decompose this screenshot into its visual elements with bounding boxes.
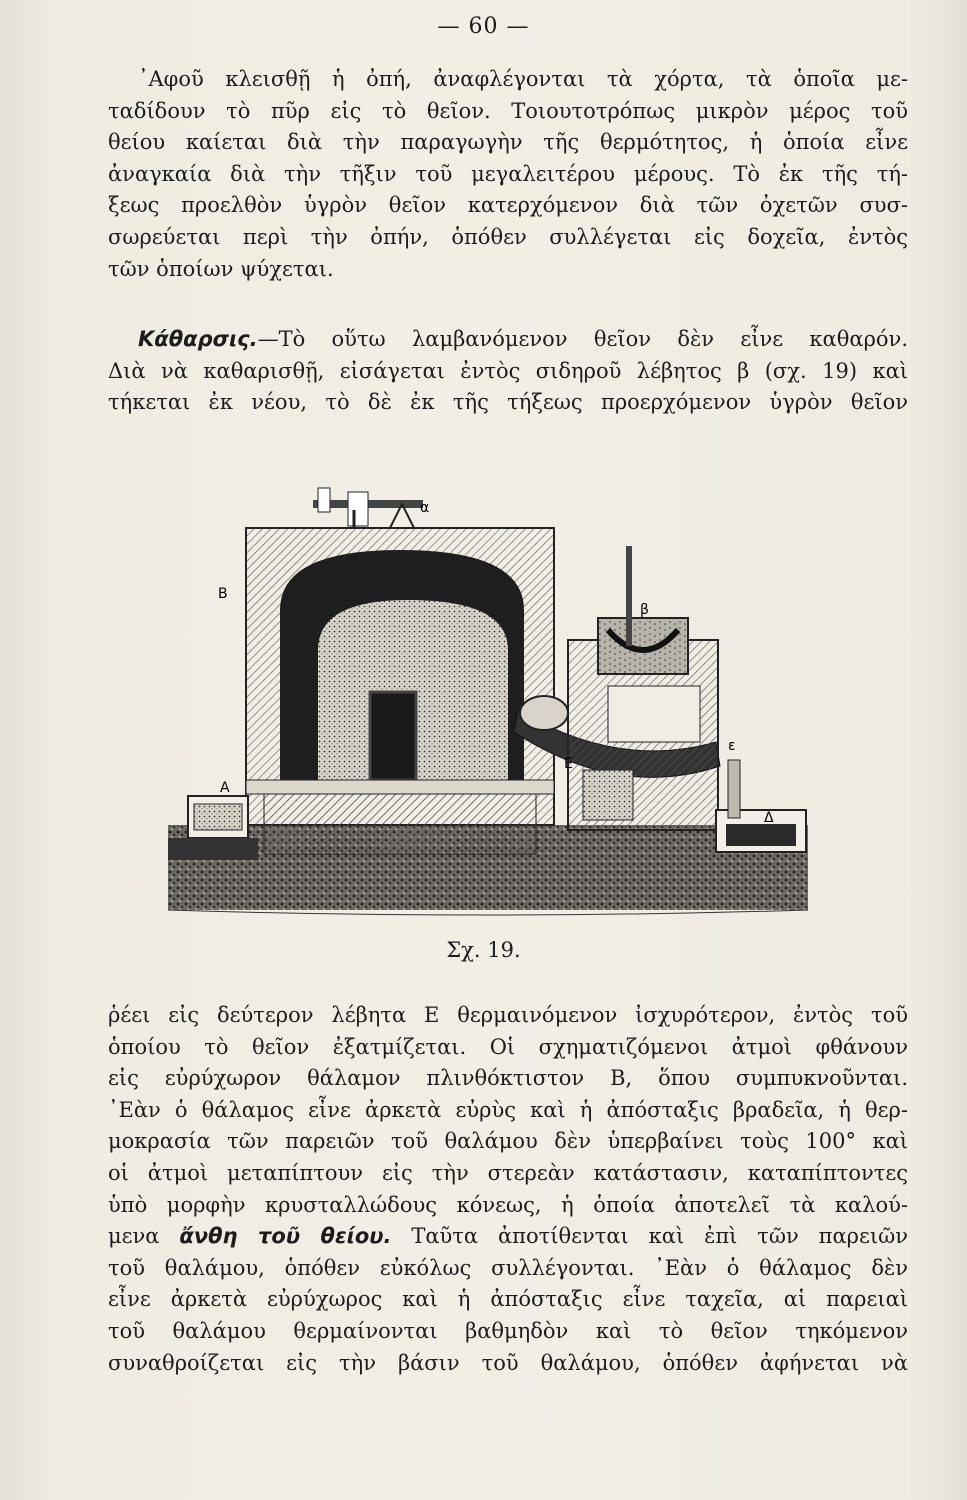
text-line: ᾿Αφοῦ κλεισθῇ ἡ ὀπή, ἀναφλέγονται τὰ χόρτα, τὰ ὁποῖα με- — [138, 67, 908, 91]
section-heading: Κάθαρσις. — [138, 327, 258, 351]
text-fragment: —Τὸ οὕτω λαμβανόμενον θεῖον δὲν εἶνε καθαρόν. — [257, 327, 908, 351]
text-line: ᾿Εὰν ὁ θάλαμος εἶνε ἀρκετὰ εὐρὺς καὶ ἡ ἀπόσταξις βραδεῖα, ἡ θερ- — [108, 1097, 908, 1122]
figure-caption: Σχ. 19. — [446, 938, 521, 962]
text-line: εἶνε ἀρκετὰ εὐρύχωρος καὶ ἡ ἀπόσταξις εἶνε ταχεῖα, αἱ παρειαὶ — [108, 1287, 908, 1312]
condensing-chamber — [246, 528, 554, 854]
paragraph-3 — [108, 1000, 908, 1379]
top-valve — [313, 488, 423, 528]
page-number: — 60 — — [437, 14, 530, 39]
receiver-d — [716, 760, 806, 852]
label-alpha: α — [420, 500, 430, 516]
text-line: μοκρασία τῶν παρειῶν τοῦ θαλάμου δὲν ὑπερβαίνει τοὺς 100° καὶ — [108, 1129, 908, 1154]
flowers-of-sulfur-term: ἄνθη τοῦ θείου. — [179, 1224, 392, 1249]
text-fragment: Ταῦτα ἀποτίθενται καὶ ἐπὶ τῶν παρειῶν — [391, 1224, 908, 1249]
text-line: συναθροίζεται εἰς τὴν βάσιν τοῦ θαλάμου, ὁπόθεν ἀφήνεται νὰ — [108, 1350, 908, 1375]
boiler-e — [568, 546, 718, 830]
label-a: Α — [220, 780, 230, 796]
label-b: Β — [218, 586, 228, 602]
text-line: τῶν ὁποίων ψύχεται. — [108, 256, 334, 281]
text-line: θείου καίεται διὰ τὴν παραγωγὴν τῆς θερμότητος, ἡ ὁποία εἶνε — [108, 130, 908, 155]
text-line: ξεως προελθὸν ὑγρὸν θεῖον κατερχόμενον διὰ τῶν ὀχετῶν συσ- — [108, 193, 908, 218]
text-line: ἀναγκαία διὰ τὴν τῆξιν τοῦ μεγαλειτέρου μέρους. Τὸ ἐκ τῆς τή- — [108, 161, 908, 186]
label-delta: Δ — [764, 810, 774, 826]
paragraph-2 — [108, 324, 908, 419]
text-line: ὁποίου τὸ θεῖον ἐξατμίζεται. Οἱ σχηματιζόμενοι ἀτμοὶ φθάνουν — [108, 1034, 908, 1059]
apparatus-figure — [168, 470, 828, 930]
text-line: ὑπὸ μορφὴν κρυσταλλώδους κόνεως, ἡ ὁποία ἀποτελεῖ τὰ καλού- — [108, 1192, 908, 1217]
text-line: ῥέει εἰς δεύτερον λέβητα Ε θερμαινόμενον ἰσχυρότερον, ἐντὸς τοῦ — [108, 1003, 908, 1027]
text-line — [108, 324, 908, 356]
text-line: τοῦ θαλάμου θερμαίνονται βαθμηδὸν καὶ τὸ θεῖον τηκόμενον — [108, 1318, 908, 1343]
text-line: οἱ ἀτμοὶ μεταπίπτουν εἰς τὴν στερεὰν κατάστασιν, καταπίπτοντες — [108, 1160, 908, 1185]
text-line: εἰς εὐρύχωρον θάλαμον πλινθόκτιστον Β, ὅπου συμπυκνοῦνται. — [108, 1066, 908, 1091]
text-line: τοῦ θαλάμου, ὁπόθεν εὐκόλως συλλέγονται. ᾿Εὰν ὁ θάλαμος δὲν — [108, 1255, 908, 1280]
label-e: Ε — [564, 756, 573, 772]
label-beta: β — [640, 602, 649, 618]
text-line: τήκεται ἐκ νέου, τὸ δὲ ἐκ τῆς τήξεως προερχόμενον ὑγρὸν θεῖον — [108, 390, 908, 415]
text-fragment: μενα — [108, 1224, 180, 1249]
text-line: Διὰ νὰ καθαρισθῇ, εἰσάγεται ἐντὸς σιδηροῦ λέβητος β (σχ. 19) καὶ — [108, 358, 908, 383]
paragraph-1 — [108, 64, 908, 285]
text-line — [108, 1221, 908, 1253]
label-epsilon: ε — [728, 738, 736, 754]
text-line: ταδίδουν τὸ πῦρ εἰς τὸ θεῖον. Τοιουτοτρόπως μικρὸν μέρος τοῦ — [108, 98, 908, 123]
text-line: σωρεύεται περὶ τὴν ὀπήν, ὁπόθεν συλλέγεται εἰς δοχεῖα, ἐντὸς — [108, 224, 908, 249]
